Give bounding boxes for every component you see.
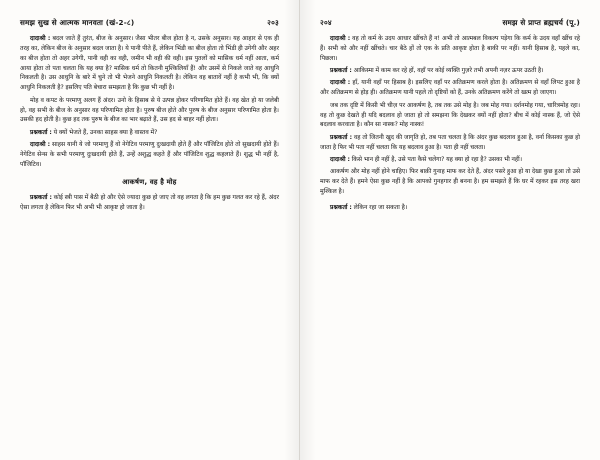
left-page-running-title: समझ सुख से आत्मक मानवता (खं-2-८): [20, 18, 135, 27]
paragraph: [320, 66, 580, 76]
paragraph-text: किसे भान ही नहीं है, उसे पता कैसे चलेगा? यह क्या हो रहा है? उसका भी नहीं।: [349, 155, 523, 163]
paragraph-text: मोह व कपट के परमाणु अलग हैं अंदर। उनो के हिसाब से ये उत्पन्न होकर परिणामित होते हैं। वह खेत हो या जलेबी हो, वह सभी के बीज के अनुसार वह परिणामित होता है। पुरुष बीज होते और पुरुष के बीज अनुसार परिणामित होता है। उसकी हद होती है। कुछ हद तक पुरुष के बीज का भार बढ़ाते हैं, उस हद से बाहर नहीं होता।: [20, 96, 279, 124]
speaker-label: दादाश्री :: [330, 35, 351, 42]
paragraph-text: साहस यानी ये जो परमाणु हैं वो नेगेटिव परमाणु दुःखदायी होते हैं और पॉजिटिव होते तो सुखदायी होते हैं। नेगेटिव सेन्स के सभी परमाणु दुःखदायी होते हैं, उन्हें अशुद्ध कहते हैं और पॉजिटिव शुद्ध कहलाते हैं। शुद्ध भी नहीं है, पॉजिटिव।: [20, 141, 279, 168]
left-page-folio: २०३: [267, 18, 279, 27]
speaker-label: दादाश्री :: [330, 79, 351, 87]
paragraph: [320, 155, 580, 165]
right-page-body: [320, 34, 580, 213]
right-page: [300, 0, 600, 460]
speaker-label: प्रश्नकर्ता :: [330, 67, 352, 75]
paragraph: [20, 96, 279, 126]
paragraph: [320, 133, 580, 153]
right-page-header: [320, 18, 580, 29]
paragraph: [320, 203, 580, 213]
paragraph-text: वह तो कर्म के उदय आधार खींचते हैं न! अभी तो आत्मबल विकल्प पड़ेगा कि कर्म के उदय वहाँ खींच रहे हैं। सभी को और नहीं खींचते। चार बैठे हों तो एक के प्रति आकृष्ट होता है बाकी पर नहीं। यानी हिसाब है, पहले का, पिछला।: [320, 35, 580, 62]
paragraph-text: ये क्यों भेजते हैं, उनका साहस क्या है वास्तव में?: [51, 128, 158, 136]
right-page-folio: २०४: [320, 18, 332, 27]
paragraph: [320, 167, 580, 197]
paragraph-text: आकिस्मा में काम कर रहे हों, वहाँ पर कोई व्यक्ति गुज़रे तभी अपनी नज़र ऊपर उठती है।: [351, 67, 544, 75]
speaker-label: दादाश्री :: [30, 141, 51, 149]
paragraph: [20, 140, 279, 170]
speaker-label: दादाश्री :: [330, 155, 350, 163]
paragraph: [320, 101, 580, 131]
speaker-label: प्रश्नकर्ता :: [330, 204, 352, 212]
paragraph-text: आकर्षण और मोह नहीं होने चाहिए। फिर बाक़ी गुनाह माफ कर देते हैं, अंदर पसरे हुआ हो या देखा कुछ हुआ तो उसे माफ कर देते हैं। हमने ऐसा कुछ नहीं है कि आपको गुनहगार ही बनना है। हम समझते हैं कि घर में रहकर इस तरह खरा मुश्किल है।: [320, 168, 580, 196]
paragraph-text: वह तो जितनी खुद की जागृति हो, तब पता चलता है कि अंदर कुछ बदलाव हुआ है, वर्ना किसका कुछ हो जाता है फिर भी पता नहीं चलता कि यह बदलाव हुआ है। पता ही नहीं चलता।: [320, 133, 580, 151]
paragraph-text: कोई स्त्री पास में बैठी हो और ऐसे ज्यादा कुछ हो जाए तो वह लगता है कि हम कुछ गलत कर रहे हैं, अंदर ऐसा लगता है लेकिन फिर भी अभी भी आकृष्ट हो जाता है।: [20, 193, 279, 211]
paragraph: [320, 34, 580, 64]
paragraph-text: हाँ, यानी वहाँ पर हिसाब है। इसलिए वहाँ पर अतिक्रमण करले होता है। अतिक्रमण से वहाँ लिपट हुआ है और अतिक्रमण से होड़ ही। अतिक्रमण यानी पहले तो दृष्टियों को हैं, उनके अतिक्रमण करेंगे तो खत्म हो जाएगा।: [320, 79, 580, 97]
right-page-running-title: समझ से प्राप्त ब्रह्मचर्य (पू.): [502, 18, 580, 27]
left-page-header: [20, 18, 279, 29]
section-heading: आकर्षण, वह है मोह: [122, 177, 177, 186]
speaker-label: प्रश्नकर्ता :: [30, 193, 52, 201]
paragraph: [320, 78, 580, 98]
speaker-label: दादाश्री :: [30, 35, 51, 42]
paragraph-text: लेकिन रहा जा सकता है।: [351, 204, 408, 212]
speaker-label: प्रश्नकर्ता :: [30, 128, 52, 136]
paragraph-text: बदल जाते हैं तुरंत, बीज के अनुसार। जैसा भीतर बीज होता है न, उसके अनुसार। यह आहार से एक ही तरह का, लेकिन बीज के अनुसार बदल जाता है। ये पानी पीते हैं, लेकिन भिंडी का बीज होता तो भिंडी ही उगेगी और अहर का बीज होता तो अहर उगेगी, पानी वही का वही, जमीन भी वही की वही। इस पुतलों को मासिक धर्म नहीं आता, कर्म आया होता तो पता चलता कि यह क्या है? मासिक धर्म तो कितनी मुश्किलियाँ हैं! और उसमें से निकले जाते वह आधुनि निकलती है। उस आधुनि के बारे में चुने तो भी भेजने आधुनि निकलती है। लेकिन वह बातावें नहीं है कभी भी, कि क्यों आधुनि निकलती है? इसलिए पति बेचारा समझता है कि कुछ भी नहीं है।: [20, 35, 279, 92]
paragraph: [20, 34, 279, 93]
paragraph-text: जब तक दृष्टि में किसी भी चीज़ पर आकर्षण है, तब तक उसे मोह है। जब मोह गया। दर्शनमोह गया, चारित्रमोह रहा। वह तो कुछ देखते ही यदि बदलाव हो जाता हो तो समझना कि देखकर क्यों नहीं होता? बीच में कोई नास्क हैं, जो ऐसे बदलाव करवाता है। कौन सा नास्क? मोह नास्क!: [320, 101, 580, 129]
paragraph: [20, 128, 279, 138]
left-page-body: [20, 34, 279, 212]
paragraph: [20, 193, 279, 213]
speaker-label: प्रश्नकर्ता :: [330, 133, 353, 141]
